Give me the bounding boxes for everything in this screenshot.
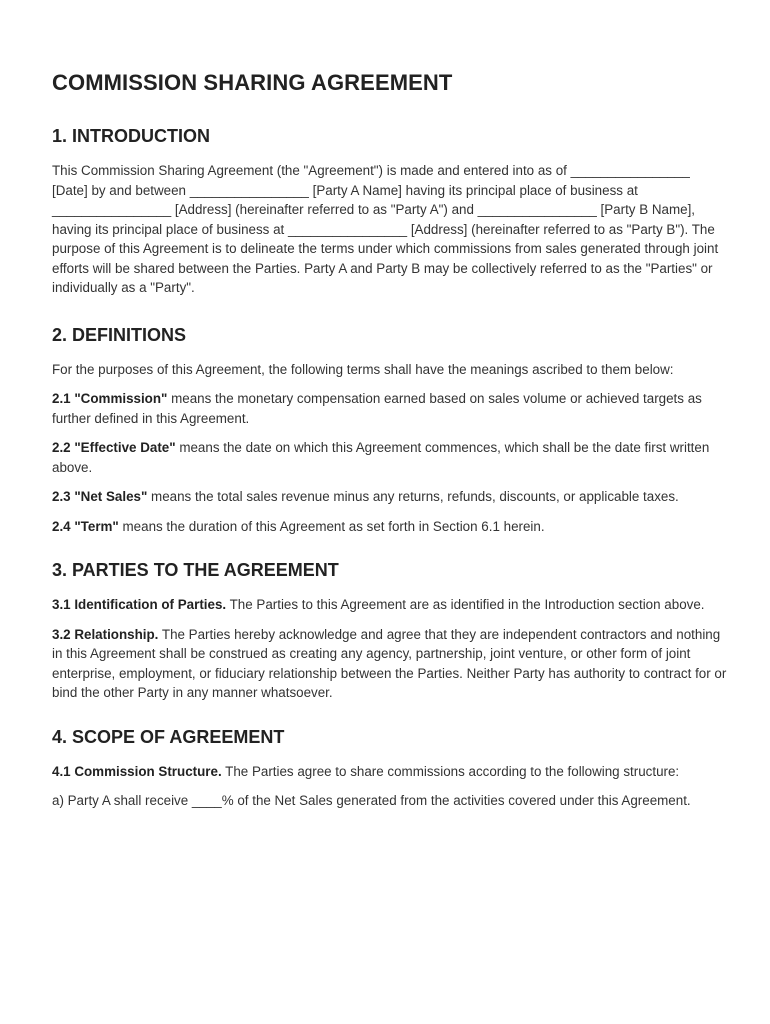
clause-title: 3.1 Identification of Parties.: [52, 597, 227, 612]
clause-relationship: [52, 625, 728, 703]
section-heading-scope: 4. SCOPE OF AGREEMENT: [52, 726, 285, 747]
definition-term: 2.2 "Effective Date": [52, 440, 176, 455]
definition-term: 2.1 "Commission": [52, 391, 168, 406]
section-heading-definitions: 2. DEFINITIONS: [52, 324, 187, 345]
clause-text: The Parties hereby acknowledge and agree that they are independent contractors and nothing in this Agreement shall be construed as creating any agency, partnership, joint venture, or other form of joint enterprise, employment, or fiduciary relationship between the Parties. Neither Party has authority to contract for or bind the other Party in any manner whatsoever.: [52, 626, 727, 700]
section-heading-parties: 3. PARTIES TO THE AGREEMENT: [52, 560, 339, 580]
document-title: COMMISSION SHARING AGREEMENT: [52, 70, 453, 95]
clause-text: The Parties agree to share commissions according to the following structure:: [221, 763, 680, 779]
definition-term: 2.3 "Net Sales": [52, 489, 148, 504]
clause-text: The Parties to this Agreement are as identified in the Introduction section above.: [226, 597, 705, 612]
definition-term-duration: [52, 517, 728, 537]
clause-title: 3.2 Relationship.: [52, 626, 159, 642]
definition-text: means the duration of this Agreement as set forth in Section 6.1 herein.: [118, 518, 545, 534]
definition-effective-date: [52, 438, 728, 477]
definition-commission: [52, 389, 728, 428]
definition-text: means the total sales revenue minus any returns, refunds, discounts, or applicable taxes.: [147, 489, 679, 504]
clause-title: 4.1 Commission Structure.: [52, 763, 222, 779]
definition-net-sales: [52, 487, 728, 507]
clause-identification-of-parties: [52, 595, 728, 615]
document-body: [52, 70, 728, 811]
definition-text: means the monetary compensation earned based on sales volume or achieved targets as further defined in this Agreement.: [52, 391, 702, 426]
clause-commission-structure: [52, 762, 728, 782]
section-heading-introduction: 1. INTRODUCTION: [52, 126, 211, 146]
definition-text: means the date on which this Agreement commences, which shall be the date first written above.: [52, 440, 710, 475]
definition-term: 2.4 "Term": [52, 518, 119, 534]
clause-subitem-a: a) Party A shall receive ____% of the Net Sales generated from the activities covered under this Agreement.: [52, 793, 691, 808]
introduction-paragraph: This Commission Sharing Agreement (the "Agreement") is made and entered into as of ________________ [Date] by and between ________________ [Party A Name] having its principal place of business at ________________ [Address] (hereinafter referred to as "Party A") and ________________ [Party B Name], having its principal place of business at ________________ [Address] (hereinafter referred to as "Party B"). The purpose of this Agreement is to delineate the terms under which commissions from sales generated through joint efforts will be shared between the Parties. Party A and Party B may be collectively referred to as the "Parties" or individually as a "Party".: [52, 163, 719, 295]
definitions-intro-paragraph: For the purposes of this Agreement, the following terms shall have the meanings ascribed to them below:: [52, 361, 674, 377]
